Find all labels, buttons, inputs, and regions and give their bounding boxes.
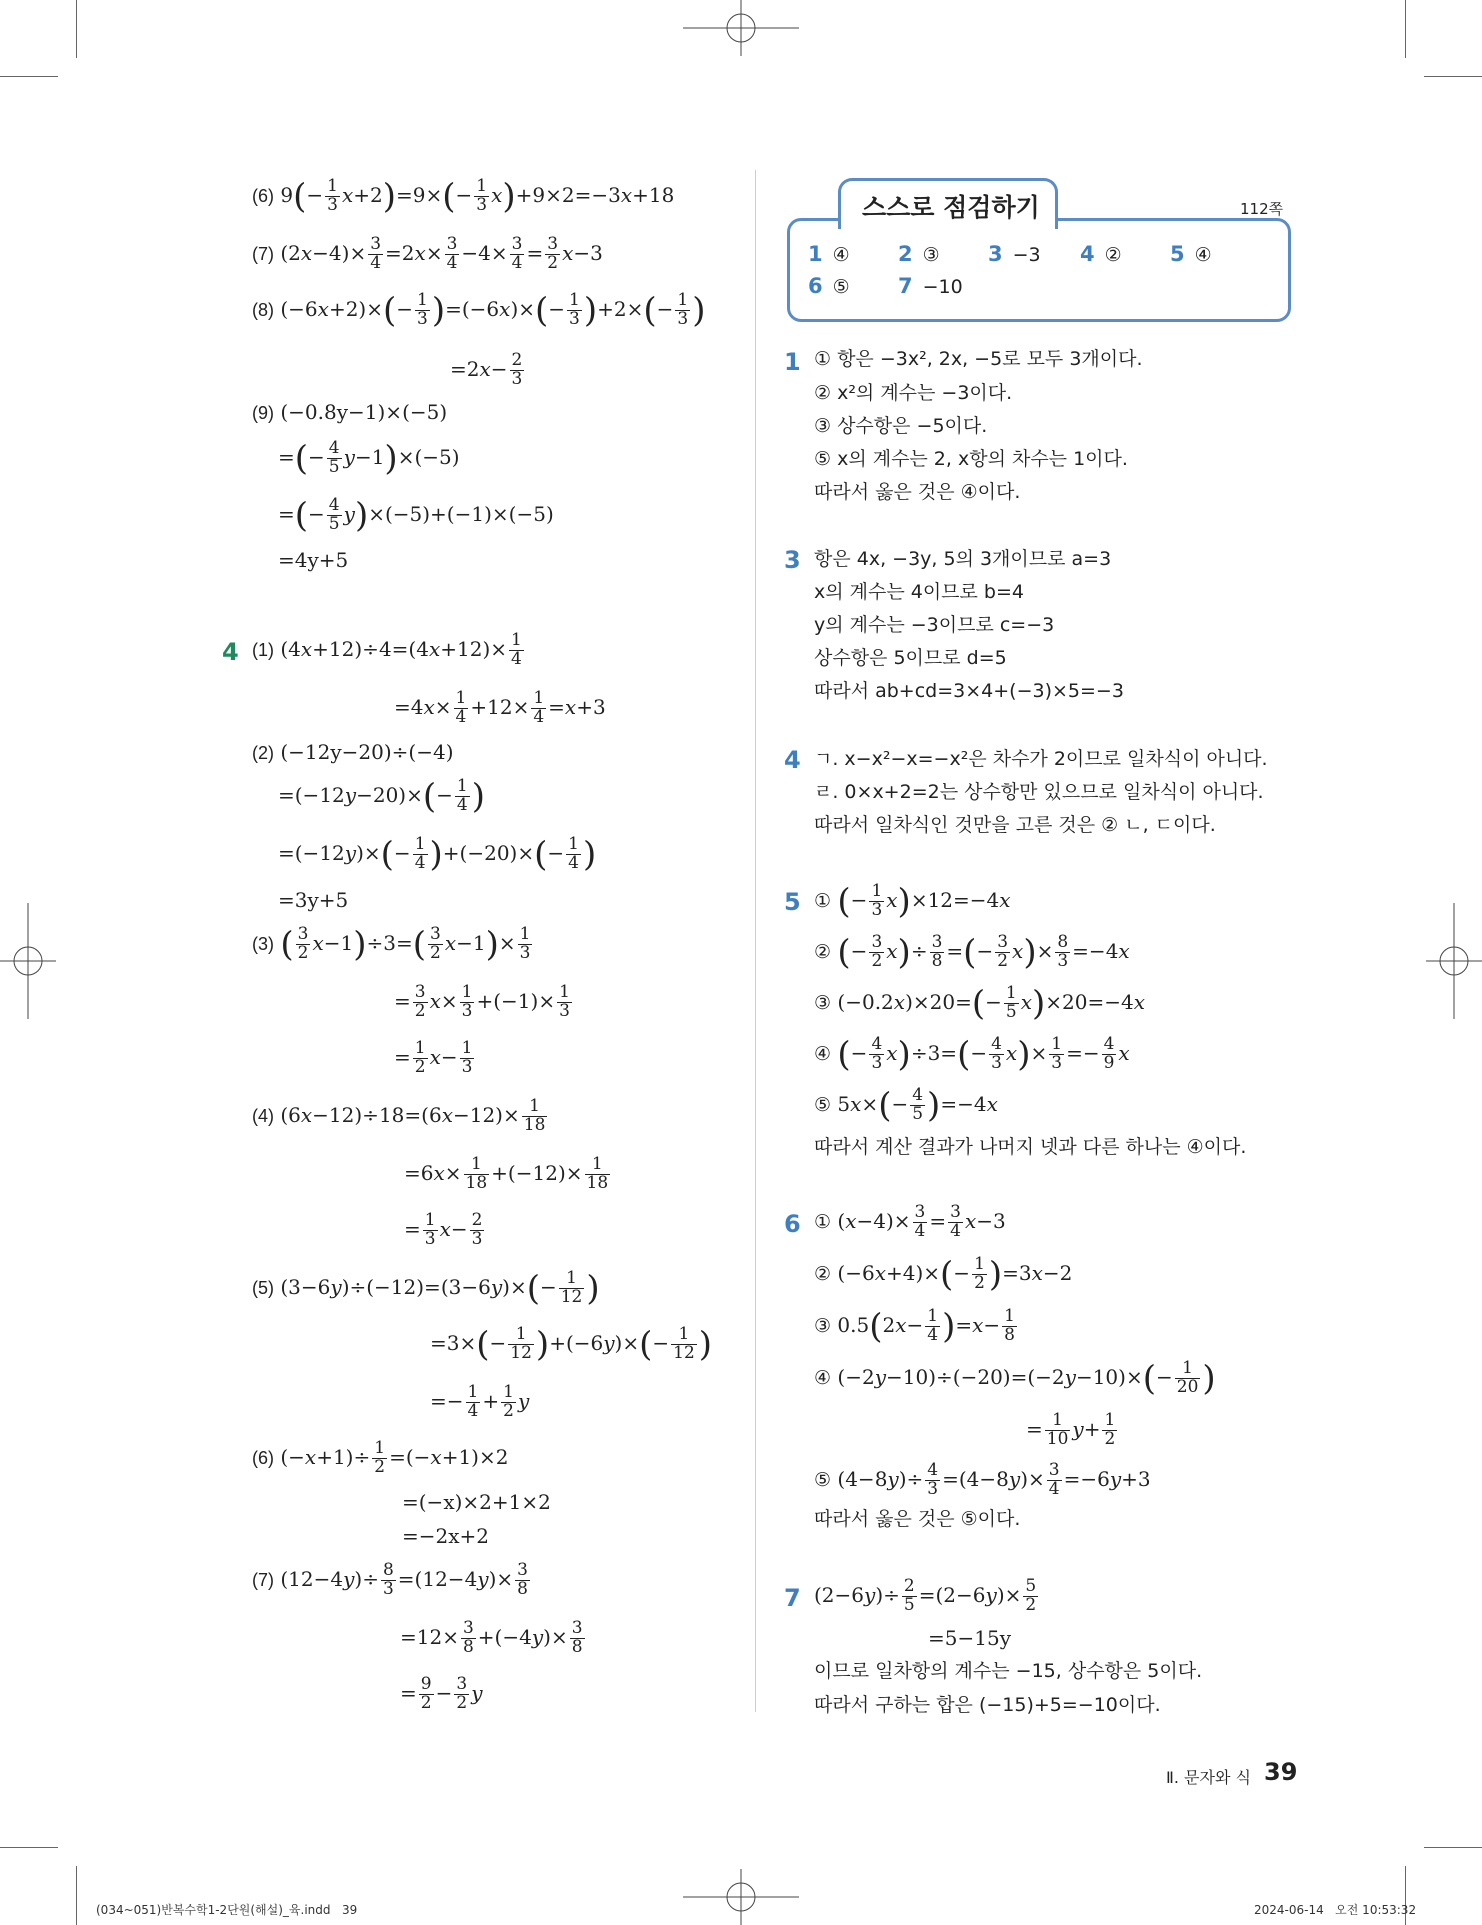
q7-line1: (2−6y)÷ $\frac{2}{5}$ =(2−6y)× $\frac{5}{2}$ [814,1576,1037,1615]
q1-line3: ③ 상수항은 −5이다. [814,415,988,437]
q4-6-step2: =(−x)×2+1×2 [402,1490,551,1514]
q6-choice5: ⑤ (4−8y)÷ $\frac{4}{3}$ =(4−8y)× $\frac{3}{4}$ =−6y+3 [814,1460,1151,1499]
q7-line2: =5−15y [928,1626,1011,1650]
print-file-name: (034~051)반복수학1-2단원(해설)_육.indd 39 [96,1903,358,1917]
p3-6: (6) 9(− $\frac{1}{3}$ x+2)=9×(− $\frac{1}{3}$ x)+9×2=−3x+18 [252,176,675,217]
q6-choice4-step2: = $\frac{1}{10}$ y+ $\frac{1}{2}$ [1026,1410,1116,1449]
q6-choice4: ④ (−2y−10)÷(−20)=(−2y−10)×(− $\frac{1}{20}$ ) [814,1358,1216,1399]
q4r-line2: ㄹ. 0×x+2=2는 상수항만 있으므로 일차식이 아니다. [814,781,1264,803]
q1-line1: ① 항은 −3x², 2x, −5로 모두 3개이다. [814,348,1143,370]
q3-line5: 따라서 ab+cd=3×4+(−3)×5=−3 [814,680,1124,702]
q1-line4: ⑤ x의 계수는 2, x항의 차수는 1이다. [814,448,1128,470]
q3-line3: y의 계수는 −3이므로 c=−3 [814,614,1055,636]
q7-line4: 따라서 구하는 합은 (−15)+5=−10이다. [814,1694,1161,1716]
q3-line1: 항은 4x, −3y, 5의 3개이므로 a=3 [814,548,1112,570]
p3-9-step3: =(− $\frac{4}{5}$ y)×(−5)+(−1)×(−5) [278,495,554,536]
answer-7: 7 −10 [898,274,963,298]
q4-2: (2) (−12y−20)÷(−4) [252,740,454,764]
q4-6: (6) (−x+1)÷ $\frac{1}{2}$ =(−x+1)×2 [252,1438,509,1477]
problem-7-number: 7 [784,1584,801,1612]
crop-mark [0,1847,58,1848]
q3-line4: 상수항은 5이므로 d=5 [814,647,1007,669]
answer-5: 5 ④ [1170,242,1212,266]
answer-6: 6 ⑤ [808,274,850,298]
section-label: Ⅱ. 문자와 식 [1166,1768,1251,1787]
p3-8-result: =2x− $\frac{2}{3}$ [450,350,523,389]
registration-mark-top [683,0,799,56]
p3-9-step2: =(− $\frac{4}{5}$ y−1)×(−5) [278,438,460,479]
p3-8: (8) (−6x+2)×(− $\frac{1}{3}$ )=(−6x)×(− $\frac{1}{3}$ )+2×(− $\frac{1}{3}$ ) [252,290,706,331]
q4-4-step2: =6x× $\frac{1}{18}$ +(−12)× $\frac{1}{18}$ [404,1154,609,1193]
q4-3-step3: = $\frac{1}{2}$ x− $\frac{1}{3}$ [394,1038,473,1077]
q4-5: (5) (3−6y)÷(−12)=(3−6y)×(− $\frac{1}{12}$ ) [252,1268,600,1309]
p3-9-step4: =4y+5 [278,548,349,572]
q4r-line3: 따라서 일차식인 것만을 고른 것은 ② ㄴ, ㄷ이다. [814,814,1216,836]
q5-choice2: ② (− $\frac{3}{2}$ x)÷ $\frac{3}{8}$ =(− $\frac{3}{2}$ x)× $\frac{8}{3}$ =−4x [814,932,1130,973]
crop-mark [76,1866,77,1925]
q6-choice1: ① (x−4)× $\frac{3}{4}$ = $\frac{3}{4}$ x−3 [814,1202,1006,1241]
q4-3: (3) ( $\frac{3}{2}$ x−1)÷3=( $\frac{3}{2}$ x−1)× $\frac{1}{3}$ [252,924,531,965]
registration-mark-left [0,903,56,1019]
q6-choice2: ② (−6x+4)×(− $\frac{1}{2}$ )=3x−2 [814,1254,1073,1295]
problem-4-number: 4 [222,638,239,666]
q4-3-step2: = $\frac{3}{2}$ x× $\frac{1}{3}$ +(−1)× $\frac{1}{3}$ [394,982,570,1021]
q5-choice3: ③ (−0.2x)×20=(− $\frac{1}{5}$ x)×20=−4x [814,983,1145,1024]
crop-mark [1405,0,1406,58]
problem-5-number: 5 [784,888,801,916]
column-divider [755,170,756,1712]
q4r-line1: ㄱ. x−x²−x=−x²은 차수가 2이므로 일차식이 아니다. [814,748,1268,770]
page-number: 39 [1264,1758,1298,1786]
print-timestamp: 2024-06-14 오전 10:53:32 [1254,1903,1417,1917]
q4-1-step2: =4x× $\frac{1}{4}$ +12× $\frac{1}{4}$ =x+3 [394,688,606,727]
q3-line2: x의 계수는 4이므로 b=4 [814,581,1024,603]
problem-3-number: 3 [784,546,801,574]
q4-4: (4) (6x−12)÷18=(6x−12)× $\frac{1}{18}$ [252,1096,546,1135]
answer-3: 3 −3 [988,242,1041,266]
q4-7-step3: = $\frac{9}{2}$ − $\frac{3}{2}$ y [400,1674,483,1713]
q5-choice4: ④ (− $\frac{4}{3}$ x)÷3=(− $\frac{4}{3}$ x)× $\frac{1}{3}$ =− $\frac{4}{9}$ x [814,1034,1130,1075]
registration-mark-right [1426,903,1482,1019]
q5-choice5: ⑤ 5x×(− $\frac{4}{5}$ )=−4x [814,1085,998,1126]
p3-9: (9) (−0.8y−1)×(−5) [252,400,448,424]
problem-4-right-number: 4 [784,746,801,774]
q6-choice3: ③ 0.5(2x− $\frac{1}{4}$ )=x− $\frac{1}{8}$ [814,1306,1015,1347]
q4-6-step3: =−2x+2 [402,1524,490,1548]
self-check-box [787,218,1291,322]
q4-7-step2: =12× $\frac{3}{8}$ +(−4y)× $\frac{3}{8}$ [400,1618,583,1657]
q4-7: (7) (12−4y)÷ $\frac{8}{3}$ =(12−4y)× $\frac{3}{8}$ [252,1560,528,1599]
self-check-title: 스스로 점검하기 [862,193,1040,222]
crop-mark [0,76,58,77]
q5-conclusion: 따라서 계산 결과가 나머지 넷과 다른 하나는 ④이다. [814,1136,1247,1158]
problem-1-number: 1 [784,348,801,376]
q1-line5: 따라서 옳은 것은 ④이다. [814,481,1021,503]
p3-7: (7) (2x−4)× $\frac{3}{4}$ =2x× $\frac{3}{4}$ −4× $\frac{3}{4}$ = $\frac{3}{2}$ x−3 [252,234,603,273]
q7-line3: 이므로 일차항의 계수는 −15, 상수항은 5이다. [814,1660,1203,1682]
q4-2-step2: =(−12y−20)×(− $\frac{1}{4}$ ) [278,776,485,817]
problem-6-number: 6 [784,1210,801,1238]
q4-5-step3: =− $\frac{1}{4}$ + $\frac{1}{2}$ y [430,1382,530,1421]
q4-2-step3: =(−12y)×(− $\frac{1}{4}$ )+(−20)×(− $\frac{1}{4}$ ) [278,834,597,875]
q4-2-step4: =3y+5 [278,888,349,912]
page-reference: 112쪽 [1240,200,1284,218]
crop-mark [1424,76,1482,77]
crop-mark [1424,1847,1482,1848]
q6-conclusion: 따라서 옳은 것은 ⑤이다. [814,1508,1021,1530]
q5-choice1: ① (− $\frac{1}{3}$ x)×12=−4x [814,881,1011,922]
q1-line2: ② x²의 계수는 −3이다. [814,382,1013,404]
q4-4-step3: = $\frac{1}{3}$ x− $\frac{2}{3}$ [404,1210,483,1249]
crop-mark [76,0,77,58]
answer-2: 2 ③ [898,242,940,266]
answer-1: 1 ④ [808,242,850,266]
answer-4: 4 ② [1080,242,1122,266]
q4-5-step2: =3×(− $\frac{1}{12}$ )+(−6y)×(− $\frac{1}{12}$ ) [430,1324,713,1365]
registration-mark-bottom [683,1869,799,1925]
q4-1: (1) (4x+12)÷4=(4x+12)× $\frac{1}{4}$ [252,630,522,669]
